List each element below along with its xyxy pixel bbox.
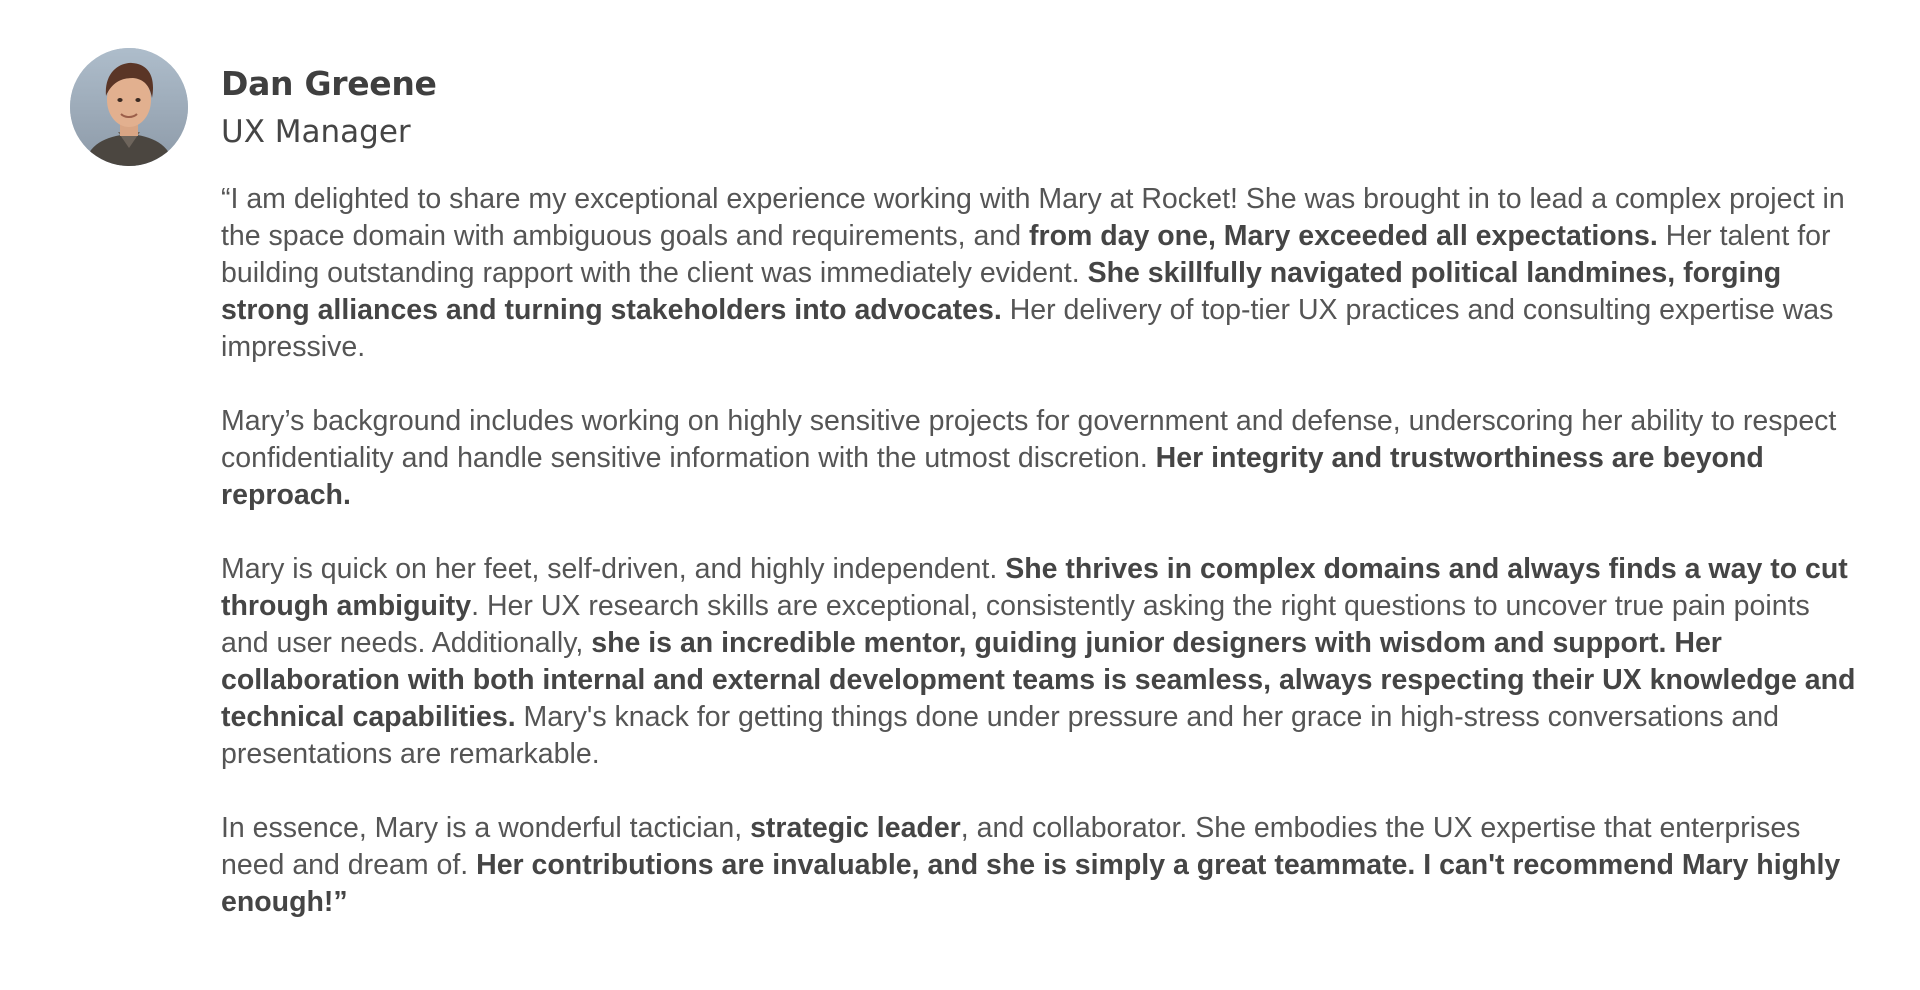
author-name: Dan Greene <box>221 64 437 103</box>
author-title: UX Manager <box>221 114 411 150</box>
body-text: Her delivery of top-tier UX practices and consulting expertise was impressive. <box>221 294 1834 363</box>
testimonial-paragraph <box>221 181 1861 366</box>
author-info <box>221 64 437 152</box>
body-text: Mary is quick on her feet, self-driven, and highly independent. <box>221 553 1006 585</box>
highlighted-text: Her integrity and trustworthiness are beyond reproach. <box>221 442 1764 511</box>
avatar <box>70 48 188 166</box>
highlighted-text: she is an incredible mentor, guiding junior designers with wisdom and support. Her collaboration with both internal and external development teams is seamless, always respecting their UX knowledge and technical capabilities. <box>221 627 1856 733</box>
highlighted-text: from day one, Mary exceeded all expectations. <box>1029 220 1658 252</box>
testimonial-paragraph <box>221 551 1861 773</box>
body-text: Her talent for building outstanding rapport with the client was immediately evident. <box>221 220 1831 289</box>
body-text: “I am delighted to share my exceptional experience working with Mary at Rocket! She was brought in to lead a complex project in the space domain with ambiguous goals and requirements, and <box>221 183 1845 252</box>
highlighted-text: strategic leader <box>750 812 961 844</box>
body-text: . Her UX research skills are exceptional, consistently asking the right questions to uncover true pain points and user needs. Additionally, <box>221 590 1810 659</box>
body-text: Mary’s background includes working on highly sensitive projects for government and defense, underscoring her ability to respect confidentiality and handle sensitive information with the utmost discretion. <box>221 405 1837 474</box>
person-photo-avatar-icon <box>70 48 188 166</box>
body-text: , and collaborator. She embodies the UX expertise that enterprises need and dream of. <box>221 812 1801 881</box>
testimonial-text <box>221 181 1861 921</box>
testimonial-paragraph <box>221 403 1861 514</box>
body-text: Mary's knack for getting things done under pressure and her grace in high-stress conversations and presentations are remarkable. <box>221 701 1779 770</box>
testimonial-paragraph <box>221 810 1861 921</box>
highlighted-text: She skillfully navigated political landmines, forging strong alliances and turning stakeholders into advocates. <box>221 257 1782 326</box>
highlighted-text: Her contributions are invaluable, and she is simply a great teammate. I can't recommend Mary highly enough!” <box>221 849 1841 918</box>
highlighted-text: She thrives in complex domains and always finds a way to cut through ambiguity <box>221 553 1848 622</box>
body-text: In essence, Mary is a wonderful tactician, <box>221 812 751 844</box>
